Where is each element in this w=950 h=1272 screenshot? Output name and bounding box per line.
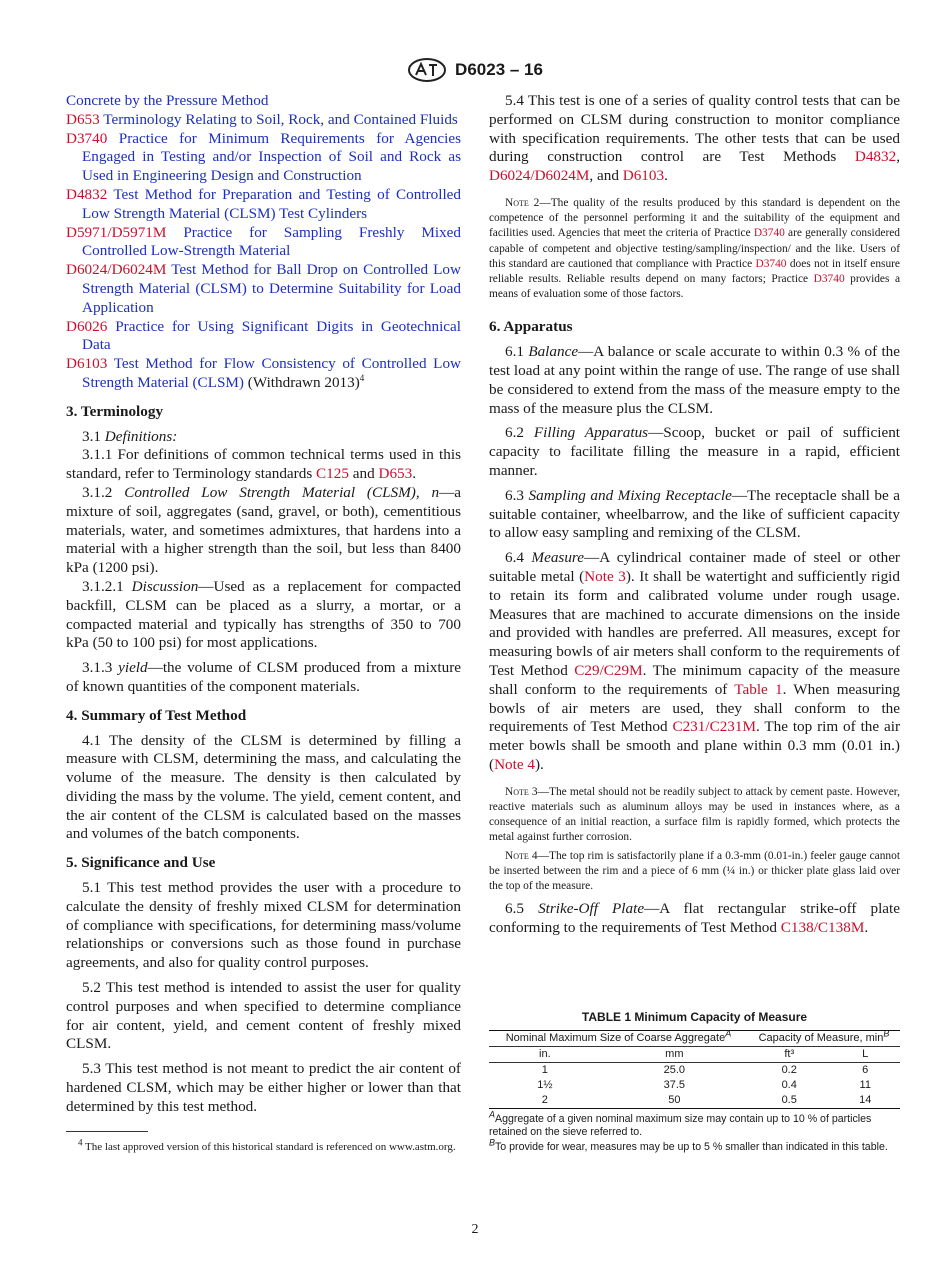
paragraph-3-1-1: 3.1.1 For definitions of common technical terms used in this standard, refer to Terminology standards C125 and D653. xyxy=(66,446,461,483)
astm-logo-icon xyxy=(407,57,447,83)
reference-code[interactable]: D6026 xyxy=(66,317,108,335)
ref-link[interactable]: D4832 xyxy=(854,148,897,166)
page-header xyxy=(0,57,950,83)
reference-title[interactable]: Practice for Sampling Freshly Mixed Controlled Low-Strength Material xyxy=(82,223,461,260)
paragraph-5-1: 5.1 This test method provides the user with a procedure to calculate the density of freshly mixed CLSM for determination of compliance with specifications, for determining mass/volume relationships or conversions such as those found in purchase agreements, and also for quality control purposes. xyxy=(66,879,461,972)
paragraph-5-4: 5.4 This test is one of a series of quality control tests that can be performed on CLSM during construction to monitor compliance with specification requirements. The other tests that can be used during construction control are Test Methods D4832, D6024/D6024M, and D6103. xyxy=(489,92,900,185)
paragraph-5-2: 5.2 This test method is intended to assist the user for quality control purposes and when specified to determine compliance for air content, yield, and cement content of freshly mixed CLSM. xyxy=(66,979,461,1053)
reference-item xyxy=(66,111,461,130)
reference-code[interactable]: D5971/D5971M xyxy=(66,223,167,241)
table-1 xyxy=(489,1010,900,1154)
table-row: 1½ 37.5 0.4 11 xyxy=(537,1079,871,1091)
paragraph-5-3: 5.3 This test method is not meant to predict the air content of hardened CLSM, which may be either higher or lower than that determined by this test method. xyxy=(66,1060,461,1115)
reference-item xyxy=(66,224,461,262)
note-3: Note 3—The metal should not be readily subject to attack by cement paste. However, reactive materials such as aluminum alloys may be used in instances where, as a consequence of an initial reaction, a surface film is rapidly formed, which protects the metal against further corrosion. xyxy=(489,785,900,844)
ref-link[interactable]: C138/C138M xyxy=(780,918,865,936)
ref-link[interactable]: Note 4 xyxy=(494,755,535,773)
section-heading-terminology: 3. Terminology xyxy=(66,402,164,420)
ref-link[interactable]: Table 1 xyxy=(734,680,783,698)
note-4: Note 4—The top rim is satisfactorily plane if a 0.3-mm (0.01-in.) feeler gauge cannot be inserted between the rim and a piece of 6 mm (¼ in.) or thicker plate glass laid over the top of the measure. xyxy=(489,849,900,892)
reference-item xyxy=(66,92,461,111)
reference-title[interactable]: Test Method for Ball Drop on Controlled Low Strength Material (CLSM) to Determine Suitability for Load Application xyxy=(82,261,461,316)
reference-code[interactable]: D6024/D6024M xyxy=(66,261,167,279)
reference-code[interactable]: D653 xyxy=(66,110,100,128)
reference-title[interactable]: Practice for Minimum Requirements for Agencies Engaged in Testing and/or Inspection of Soil and Rock as Used in Engineering Design and Construction xyxy=(82,129,462,185)
table-header: Capacity of Measure, $\min^B$ xyxy=(748,1031,900,1047)
section-heading-summary: 4. Summary of Test Method xyxy=(66,706,247,724)
ref-link[interactable]: C29/C29M xyxy=(574,661,643,679)
table-header: Nominal Maximum Size of Coarse Aggregate$^A$ xyxy=(489,1031,748,1047)
footnote-divider xyxy=(66,1131,148,1132)
reference-title[interactable]: Test Method for Preparation and Testing of Controlled Low Strength Material (CLSM) Test Cylinders xyxy=(82,185,461,222)
withdrawn-note: (Withdrawn 2013) xyxy=(243,373,360,391)
table-row: 1 25.0 0.2 6 xyxy=(541,1064,869,1076)
table-footnote-b: $^B$To provide for wear, measures may be up to 5 % smaller than indicated in this table. xyxy=(489,1137,888,1153)
ref-link[interactable]: Note 3 xyxy=(584,567,626,585)
paragraph-4-1: 4.1 The density of the CLSM is determined by filling a measure with CLSM, determining the mass, and calculating the volume of the measure. The density is then calculated by dividing the mass by the volume. The yield, cement content, and the air content of the CLSM is calculated based on the masses and volumes of the batch components. xyxy=(66,731,461,843)
footnote-4: $^4$ The last approved version of this historical standard is referenced on www.astm.org. xyxy=(78,1136,456,1153)
reference-item xyxy=(66,261,461,317)
paragraph-6-3: 6.3 Sampling and Mixing Receptacle—The receptacle shall be a suitable container, wheelbarrow, and the like of sufficient capacity to allow easy sampling and remixing of the CLSM. xyxy=(489,486,900,542)
ref-link[interactable]: D6103 xyxy=(622,167,665,185)
unit-header: L xyxy=(830,1047,900,1063)
reference-title[interactable]: Test Method for Flow Consistency of Controlled Low Strength Material (CLSM) xyxy=(82,355,462,391)
paragraph-3-1-3: 3.1.3 yield—the volume of CLSM produced from a mixture of known quantities of the component materials. xyxy=(66,659,461,695)
ref-link[interactable]: D6024/D6024M xyxy=(489,167,590,185)
ref-link[interactable]: C231/C231M xyxy=(672,718,756,736)
paragraph-6-2: 6.2 Filling Apparatus—Scoop, bucket or pail of sufficient capacity to facilitate filling the measure in a rapid, efficient manner. xyxy=(489,424,901,479)
reference-title[interactable]: Terminology Relating to Soil, Rock, and Contained Fluids xyxy=(103,110,458,128)
ref-link[interactable]: D653 xyxy=(378,465,413,483)
note-2: Note 2—The quality of the results produced by this standard is dependent on the competence of the personnel performing it and the suitability of the equipment and facilities used. Agencies that meet the criteria of Practice D3740 are generally considered capable of competent and objective testing/sampling/inspection/ and the like. Users of this standard are cautioned that compliance with Practice D3740 does not in itself ensure reliable results. Reliable results depend on many factors; Practice D3740 provides a means of evaluation some of those factors. xyxy=(489,196,901,301)
standard-designation: D6023 – 16 xyxy=(455,60,543,79)
reference-code[interactable]: D3740 xyxy=(66,129,108,147)
footnote-marker: 4 xyxy=(359,372,365,383)
page-number: 2 xyxy=(471,1222,479,1237)
table-row: 2 50 0.5 14 xyxy=(489,1093,900,1109)
section-heading-significance: 5. Significance and Use xyxy=(66,854,216,872)
paragraph-3-1-2-1: 3.1.2.1 Discussion—Used as a replacement for compacted backfill, CLSM can be placed as a slurry, a mortar, or a compacted material and typically has strengths of 350 to 700 kPa (50 to 100 psi) for most applications. xyxy=(66,577,462,652)
ref-link[interactable]: D3740 xyxy=(755,257,787,270)
paragraph-6-4: 6.4 Measure—A cylindrical container made of steel or other suitable metal (Note 3). It shall be watertight and sufficiently rigid to retain its form and calibrated volume under rough usage. Measures that are machined to accurate dimensions on the inside and provided with handles are preferred. All measures, except for measuring bowls of air meters shall conform to the requirements of Test Method C29/C29M. The minimum capacity of the measure shall conform to the requirements of Table 1. When measuring bowls of air meters are used, they shall conform to the requirements of Test Method C231/C231M. The top rim of the air meter bowls shall be smooth and plane within 0.3 mm (0.01 in.) (Note 4). xyxy=(489,549,900,773)
capacity-table xyxy=(489,1030,900,1109)
reference-item xyxy=(66,355,461,393)
table-title: TABLE 1 Minimum Capacity of Measure xyxy=(581,1010,808,1024)
ref-link[interactable]: D3740 xyxy=(753,227,785,240)
paragraph-6-5: 6.5 Strike-Off Plate—A flat rectangular strike-off plate conforming to the requirements of Test Method C138/C138M. xyxy=(489,900,900,936)
table-footnote-a: $^A$Aggregate of a given nominal maximum size may contain up to 10 % of particles retained on the sieve referred to. xyxy=(489,1109,872,1139)
reference-code[interactable]: D4832 xyxy=(66,185,108,203)
left-column xyxy=(66,92,461,1155)
ref-link[interactable]: D3740 xyxy=(813,273,845,285)
reference-item xyxy=(66,130,461,186)
unit-header: mm xyxy=(601,1047,748,1063)
reference-item xyxy=(66,318,461,356)
paragraph-6-1: 6.1 Balance—A balance or scale accurate to within 0.3 % of the test load at any point within the range of use. The range of use shall be considered to extend from the mass of the measure empty to the mass of the measure plus the CLSM. xyxy=(489,343,900,417)
paragraph-3-1: 3.1 Definitions: xyxy=(82,427,178,445)
unit-header: ft³ xyxy=(748,1047,831,1063)
reference-title[interactable]: Concrete by the Pressure Method xyxy=(66,92,269,109)
paragraph-3-1-2: 3.1.2 Controlled Low Strength Material (CLSM), n—a mixture of soil, aggregates (sand, gravel, or both), cementitious materials, water, and sometimes admixtures, that hardens into a material with a higher strength than the soil, but less than 8400 kPa (1200 psi). xyxy=(66,483,461,577)
reference-title[interactable]: Practice for Using Significant Digits in Geotechnical Data xyxy=(82,317,462,354)
right-column xyxy=(489,92,900,938)
section-heading-apparatus: 6. Apparatus xyxy=(489,318,573,336)
ref-link[interactable]: C125 xyxy=(316,465,349,483)
reference-item xyxy=(66,186,461,224)
reference-code[interactable]: D6103 xyxy=(66,355,108,373)
unit-header: in. xyxy=(489,1047,601,1063)
